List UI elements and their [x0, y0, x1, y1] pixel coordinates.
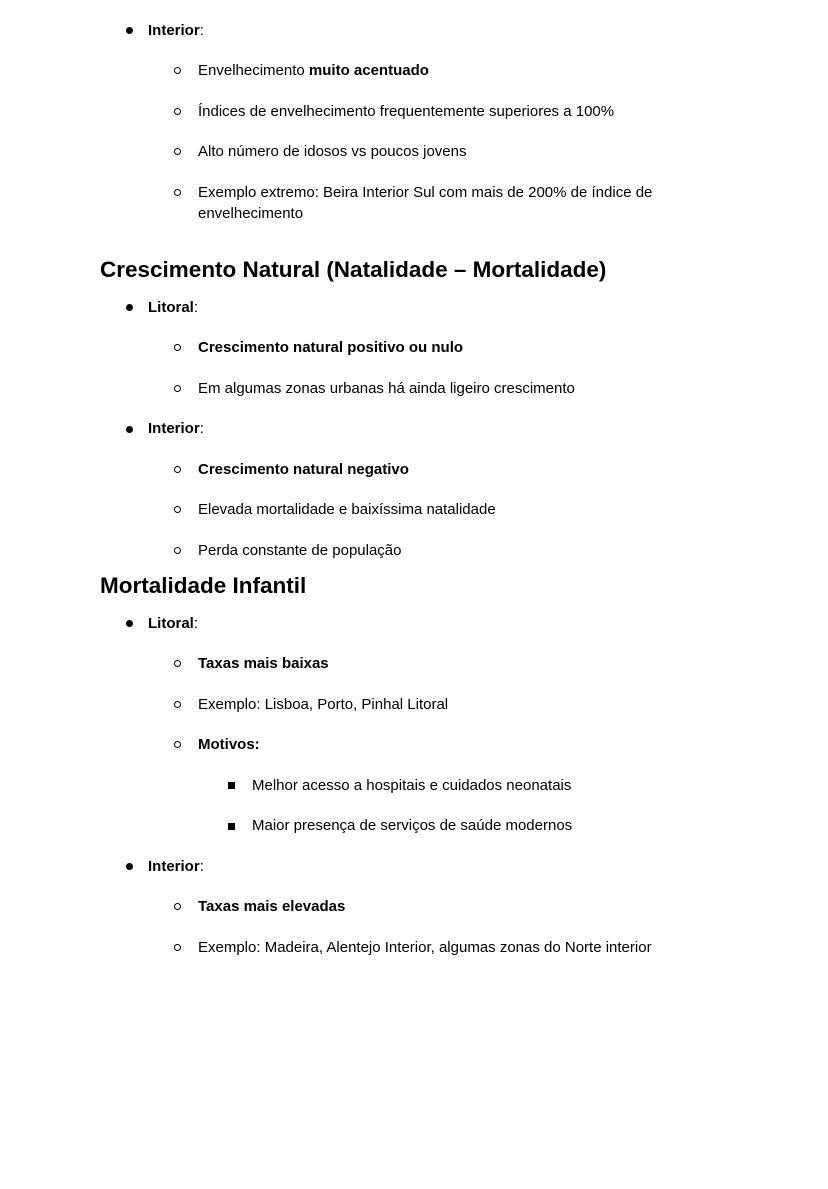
- list-item-text: Interior:: [148, 21, 204, 39]
- list-item-motivos: [0, 734, 728, 755]
- list-item-text: Alto número de idosos vs poucos jovens: [198, 143, 467, 160]
- circle-bullet-icon: [174, 67, 181, 74]
- document-page: [0, 20, 828, 1189]
- list-item-exemplo-madeira: [0, 937, 728, 958]
- list-item-text: Perda constante de população: [198, 541, 402, 559]
- list-item-interior: [0, 856, 728, 877]
- square-bullet-icon: [228, 823, 235, 830]
- list-item-envelhecimento: [0, 60, 728, 81]
- list-item-alto-numero: [0, 141, 728, 162]
- circle-bullet-icon: [174, 148, 181, 155]
- list-item-text: Interior:: [148, 857, 204, 875]
- list-item-text: Crescimento natural negativo: [198, 460, 409, 478]
- list-item-text: Litoral:: [148, 614, 199, 632]
- disc-bullet-icon: [126, 27, 133, 34]
- heading-crescimento-natural: Crescimento Natural (Natalidade – Mortalidade): [100, 256, 607, 282]
- disc-bullet-icon: [126, 620, 133, 627]
- circle-bullet-icon: [174, 506, 181, 513]
- circle-bullet-icon: [174, 189, 181, 196]
- circle-bullet-icon: [174, 660, 181, 667]
- circle-bullet-icon: [174, 903, 181, 910]
- heading-mortalidade-infantil: Mortalidade Infantil: [100, 572, 307, 598]
- circle-bullet-icon: [174, 701, 181, 708]
- circle-bullet-icon: [174, 466, 181, 473]
- list-item-text: Melhor acesso a hospitais e cuidados neonatais: [252, 776, 572, 794]
- circle-bullet-icon: [174, 741, 181, 748]
- list-item-crescimento-positivo: [0, 337, 728, 358]
- list-item-taxas-baixas: [0, 653, 728, 674]
- list-item-text: Envelhecimento muito acentuado: [198, 62, 429, 79]
- list-item-text: Motivos:: [198, 736, 260, 753]
- circle-bullet-icon: [174, 108, 181, 115]
- list-item-maior-presenca: [0, 815, 728, 836]
- list-item-indices: [0, 101, 728, 122]
- circle-bullet-icon: [174, 547, 181, 554]
- list-item-text: Taxas mais baixas: [198, 655, 329, 672]
- list-item-litoral: [0, 297, 728, 318]
- list-item-melhor-acesso: [0, 775, 728, 796]
- list-item-text: Em algumas zonas urbanas há ainda ligeiro crescimento: [198, 379, 575, 397]
- list-item-text: Exemplo: Lisboa, Porto, Pinhal Litoral: [198, 695, 449, 713]
- list-item-elevada-mortalidade: [0, 499, 728, 520]
- list-item-text: Exemplo extremo: Beira Interior Sul com mais de 200% de índice de envelhecimento: [198, 183, 653, 222]
- disc-bullet-icon: [126, 863, 133, 870]
- square-bullet-icon: [228, 782, 235, 789]
- circle-bullet-icon: [174, 944, 181, 951]
- list-item-text: Crescimento natural positivo ou nulo: [198, 339, 464, 356]
- list-item-text: Índices de envelhecimento frequentemente superiores a 100%: [198, 102, 615, 120]
- list-item-litoral: [0, 613, 728, 634]
- disc-bullet-icon: [126, 426, 133, 433]
- list-item-crescimento-negativo: [0, 459, 728, 480]
- list-item-exemplo-lisboa: [0, 694, 728, 715]
- disc-bullet-icon: [126, 304, 133, 311]
- list-item-text: Interior:: [148, 420, 204, 437]
- list-item-perda-populacao: [0, 540, 728, 561]
- list-item-interior: [0, 418, 728, 439]
- circle-bullet-icon: [174, 385, 181, 392]
- list-item-text: Taxas mais elevadas: [198, 898, 346, 915]
- list-item-text: Maior presença de serviços de saúde modernos: [252, 817, 573, 834]
- list-item-exemplo-extremo: [0, 182, 728, 224]
- list-item-text: Elevada mortalidade e baixíssima natalidade: [198, 501, 496, 518]
- list-item-text: Exemplo: Madeira, Alentejo Interior, algumas zonas do Norte interior: [198, 938, 652, 956]
- circle-bullet-icon: [174, 344, 181, 351]
- list-item-text: Litoral:: [148, 298, 199, 316]
- list-item-interior: [0, 20, 728, 41]
- list-item-zonas-urbanas: [0, 378, 728, 399]
- list-item-taxas-elevadas: [0, 896, 728, 917]
